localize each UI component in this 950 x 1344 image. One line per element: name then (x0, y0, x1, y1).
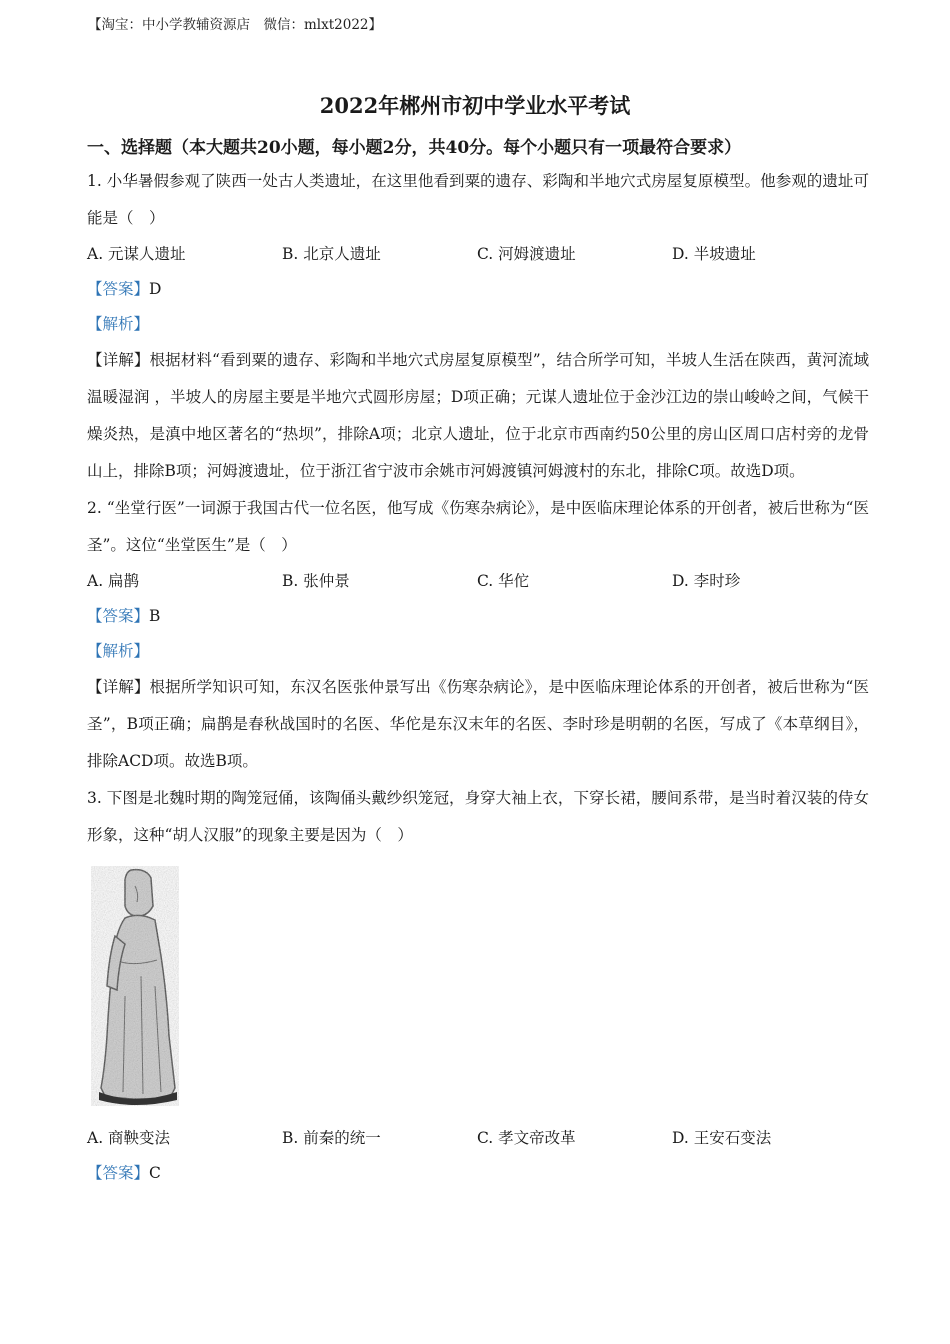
detail-text: 根据所学知识可知，东汉名医张仲景写出《伤寒杂病论》，是中医临床理论体系的开创者，被后世称为“医圣”，B项正确；扁鹊是春秋战国时的名医、华佗是东汉末年的名医、李时珍是明朝的名医，写成了《本草纲目》，排除ACD项。故选B项。 (87, 678, 869, 770)
option-d: D. 半坡遗址 (672, 245, 756, 263)
answer-label: 【答案】 (87, 280, 150, 298)
question-1-options (87, 237, 869, 272)
option-a: A. 扁鹊 (87, 572, 140, 590)
question-1-stem: 1. 小华暑假参观了陕西一处古人类遗址，在这里他看到粟的遗存、彩陶和半地穴式房屋复原模型。他参观的遗址可能是（ ） (87, 172, 869, 227)
question-3-answer (87, 1156, 869, 1191)
question-1-answer (87, 272, 869, 307)
option-d: D. 王安石变法 (672, 1129, 772, 1147)
option-b: B. 北京人遗址 (282, 245, 381, 263)
answer-value: D (149, 280, 162, 298)
question-3-options (87, 1121, 869, 1156)
question-1-detail (87, 342, 869, 490)
exam-title: 2022年郴州市初中学业水平考试 (319, 93, 631, 118)
answer-value: C (149, 1164, 161, 1182)
option-a: A. 元谋人遗址 (87, 245, 186, 263)
pottery-figurine-image (91, 866, 179, 1106)
option-c: C. 孝文帝改革 (477, 1129, 576, 1147)
question-2-detail (87, 669, 869, 780)
option-c: C. 华佗 (477, 572, 530, 590)
question-1-analysis-label: 【解析】 (87, 315, 150, 333)
option-b: B. 前秦的统一 (282, 1129, 381, 1147)
question-2-analysis-label: 【解析】 (87, 642, 150, 660)
section-heading: 一、选择题（本大题共20小题，每小题2分，共40分。每个小题只有一项最符合要求） (87, 138, 742, 158)
detail-label: 【详解】 (87, 678, 150, 696)
option-d: D. 李时珍 (672, 572, 741, 590)
question-2-options (87, 564, 869, 599)
question-2-answer (87, 599, 869, 634)
question-3-stem: 3. 下图是北魏时期的陶笼冠俑，该陶俑头戴纱织笼冠，身穿大袖上衣，下穿长裙，腰间系带，是当时着汉装的侍女形象，这种“胡人汉服”的现象主要是因为（ ） (87, 789, 869, 844)
exam-content (87, 133, 869, 1191)
answer-value: B (149, 607, 161, 625)
figurine-figure (87, 854, 869, 1121)
option-b: B. 张仲景 (282, 572, 350, 590)
detail-text: 根据材料“看到粟的遗存、彩陶和半地穴式房屋复原模型”，结合所学可知，半坡人生活在陕西，黄河流域温暖湿润 ，半坡人的房屋主要是半地穴式圆形房屋；D项正确；元谋人遗址位于金沙江边的崇山峻岭之间，气候干燥炎热，是滇中地区著名的“热坝”，排除A项；北京人遗址，位于北京市西南约50公里的房山区周口店村旁的龙骨山上，排除B项；河姆渡遗址，位于浙江省宁波市余姚市河姆渡镇河姆渡村的东北，排除C项。故选D项。 (87, 351, 869, 480)
answer-label: 【答案】 (87, 1164, 150, 1182)
page-header-watermark: 【淘宝：中小学教辅资源店 微信：mlxt2022】 (88, 17, 383, 33)
question-2-stem: 2. “坐堂行医”一词源于我国古代一位名医，他写成《伤寒杂病论》，是中医临床理论体系的开创者，被后世称为“医圣”。这位“坐堂医生”是（ ） (87, 499, 869, 554)
option-a: A. 商鞅变法 (87, 1129, 171, 1147)
option-c: C. 河姆渡遗址 (477, 245, 576, 263)
answer-label: 【答案】 (87, 607, 150, 625)
detail-label: 【详解】 (87, 351, 150, 369)
